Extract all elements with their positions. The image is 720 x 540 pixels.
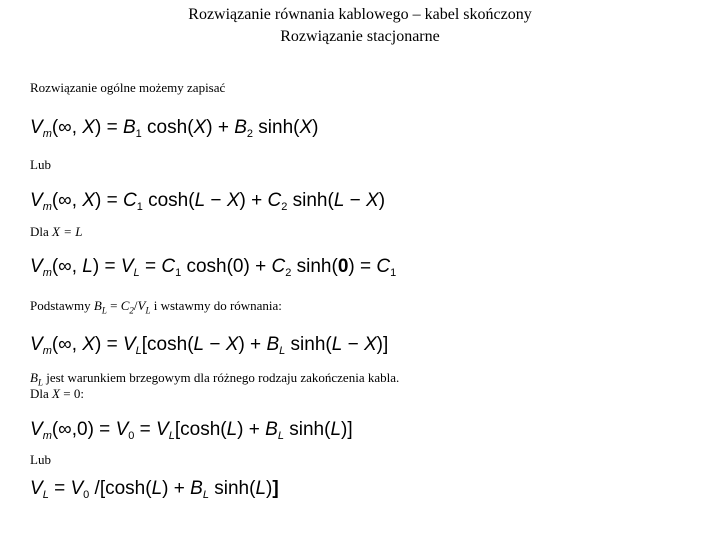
lub-text-2: Lub <box>30 452 51 467</box>
equation-vl: $V_L = V_0$ $/[\cosh(L) + B_L$ sinh(L)] <box>30 478 279 501</box>
equation-general: $V_m(\infty$, $X) = B_1$ $\cosh(X) + B_2$ sinh(X) <box>30 117 319 140</box>
equation-substituted: $V_m(\infty$, $X) = V_L[\cosh(L - X) + B_L$ sinh(L − X)] <box>30 334 389 357</box>
boundary-condition-text: $B_L$ jest warunkiem brzegowym dla różnego rodzaju zakończenia kabla. <box>30 370 400 388</box>
page-subtitle: Rozwiązanie stacjonarne <box>280 28 440 45</box>
condition-x-equals-l: Dla X = L <box>30 224 83 239</box>
equation-at-zero: $V_m(\infty,0) = V_0 = V_L[\cosh(L) + B_L$ sinh(L)] <box>30 419 353 442</box>
lub-text-1: Lub <box>30 157 51 172</box>
intro-text: Rozwiązanie ogólne możemy zapisać <box>30 80 226 95</box>
substitution-text: Podstawmy $B_L = C_2/V_L$ i wstawmy do równania: <box>30 298 282 316</box>
equation-at-l: $V_m(\infty$, $L) = V_L = C_1$ $\cosh(0) + C_2$ $\sinh(0) = C_1$ <box>30 256 397 279</box>
condition-x-equals-0: Dla X = 0: <box>30 386 84 401</box>
equation-alternative: $V_m(\infty$, $X) = C_1$ $\cosh(L - X) + C_2$ sinh(L − X) <box>30 190 386 213</box>
page-title: Rozwiązanie równania kablowego – kabel skończony <box>188 6 532 23</box>
